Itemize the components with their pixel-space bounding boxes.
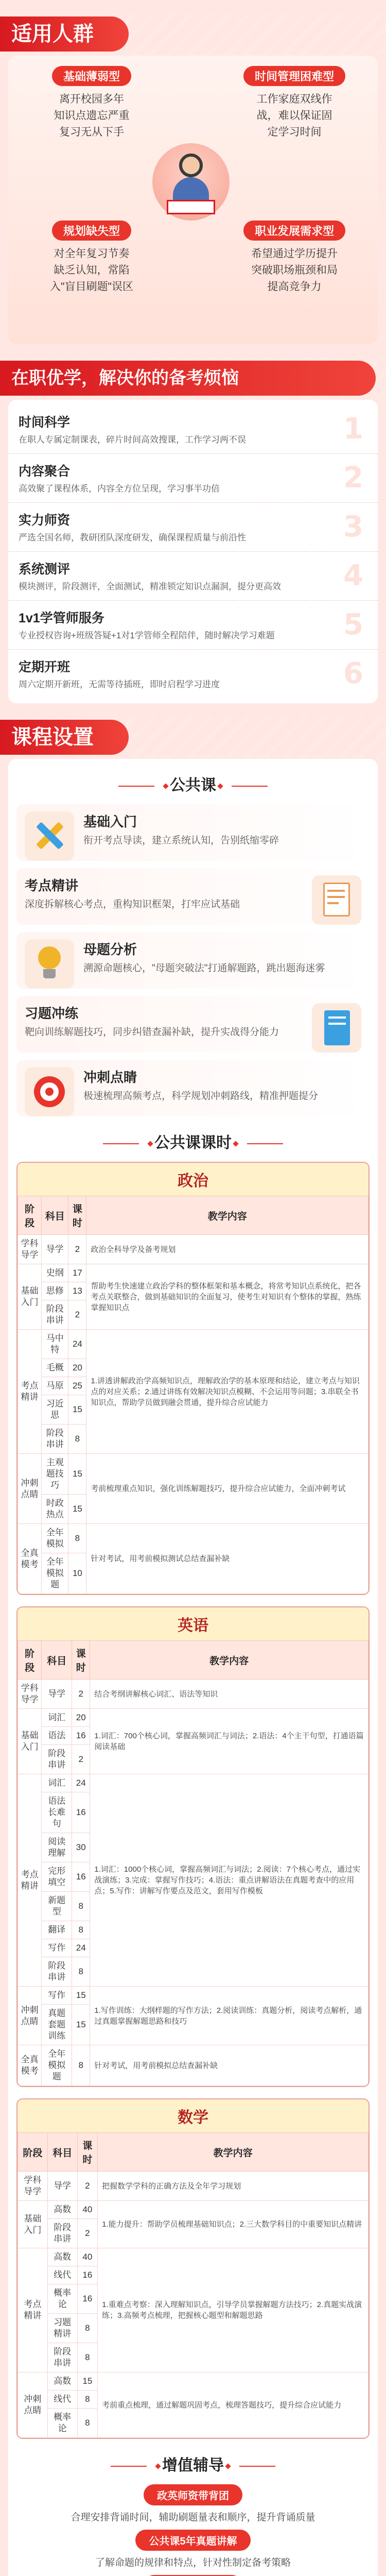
suitable-item-title: 职业发展需求型	[243, 221, 345, 241]
suitable-item-title: 时间管理困难型	[243, 66, 345, 86]
notebook-icon	[312, 1003, 361, 1053]
table-row: 全真模考 全年模拟题 8 针对考试，用考前模拟总结查漏补缺	[18, 2045, 369, 2086]
lightbulb-icon	[25, 939, 74, 989]
value-add-item: 公共课5年真题讲解 了解命题的规律和特点，针对性制定备考策略	[16, 2530, 370, 2569]
table-row: 学科导学 导学 2 结合考纲讲解核心词汇、语法等知识	[18, 1680, 369, 1709]
table-row: 线代 8	[18, 2391, 369, 2409]
table-row: 全真模考 全年模拟 8 针对考试，用考前模拟测试总结查漏补缺	[18, 1524, 369, 1553]
section-title: 在职优学，解决你的备考烦恼	[0, 361, 376, 396]
table-row: 考点精讲 马中特 24 1.讲透讲解政治学高频知识点，理解政治学的基本原理和结论，建立考点与知识点的对应关系；2.通过讲练有效解决知识点模糊、不会运用等问题；3.串联全书知识点，帮助学员做到融会贯通，提升综合应试能力	[18, 1330, 369, 1359]
why-choose-list	[8, 400, 378, 703]
section-title: 课程设置	[0, 720, 129, 755]
table-row: 考点精讲 高数 40 1.重难点考察：深入理解知识点，引导学员掌握解题方法技巧；2.真题实战演练；3.高频考点梳理，把握核心题型和解题思路	[18, 2248, 369, 2266]
section-header-suitable	[0, 9, 386, 56]
table-row: 马原 25	[18, 1377, 369, 1395]
subject-title: 数学	[17, 2099, 369, 2132]
item-number: 5	[343, 608, 363, 641]
suitable-item-desc: 离开校园多年 知识点遗忘严重 复习无从下手	[54, 93, 130, 138]
table-row: 思修 13	[18, 1282, 369, 1300]
subject-title: 英语	[17, 1607, 369, 1640]
why-item: 内容聚合 高效聚了课程体系，内容全方位呈现，学习事半功倍 2	[8, 454, 378, 503]
table-row: 真题套题训练 15	[18, 2005, 369, 2045]
schedule-title: 公共课课时	[16, 1130, 370, 1153]
value-add-title: 增值辅导	[16, 2452, 370, 2475]
table-row: 基础入门 高数 40 1.能力提升：帮助学员梳理基础知识点；2.三大数学科目的中重要知识点精讲	[18, 2201, 369, 2219]
english-table: 英语 阶段 科目 课时 教学内容 学科导学 导学 2 结合考纲讲解核心词汇、语法等知识 基础入门 词汇 20 1.词汇：700个核心词，掌握高频词汇与词法；2.语法：4个主干句型，打通语篇阅读基础 语法 16 阶段串讲 2 考点精讲 词汇 24 1.词汇：1000个核心词，掌握高频词汇与词法；2.阅读：7个核心考点，通过实战演练；3.完成：掌握写作技巧；4.语法：重点讲解语法在真题考查中的应用点；5.写作：讲解写作要点及范文，套用写作模板 语法长难句 16 阅读理解 30 完形填空 16 新题型 8 翻译 8 写作 24 阶段串讲 8 冲刺点睛 写作 15 1.写作训练：大纲样题的写作方法；2.阅读训练：真题分析，阅读考点解析，通过真题掌握解题思路和技巧 真题套题训练 15 全真模考 全年模拟题 8 针对考试，用考前模拟总结查漏补缺	[16, 1606, 370, 2087]
table-row: 概率论 8	[18, 2409, 369, 2438]
courses-panel	[8, 759, 378, 2576]
suitable-item-title: 基础薄弱型	[52, 66, 131, 86]
table-row: 完形填空 16	[18, 1862, 369, 1892]
table-row: 习近思 15	[18, 1395, 369, 1425]
pencil-ruler-icon	[25, 811, 74, 861]
table-row: 翻译 8	[18, 1921, 369, 1939]
item-number: 4	[343, 559, 363, 592]
suitable-item	[14, 221, 169, 295]
suitable-item	[217, 66, 372, 141]
public-class-item: 考点精讲 深度拆解核心考点，重构知识框架，打牢应试基础	[16, 868, 370, 925]
section-title: 适用人群	[0, 16, 129, 52]
why-item: 系统测评 模块测评，阶段测评，全面测试，精准锁定知识点漏洞，提分更高效 4	[8, 552, 378, 601]
table-row: 冲刺点睛 高数 15 考前重点梳理，通过解题巩固考点，梳理答题技巧，提升综合应试能力	[18, 2372, 369, 2391]
suitable-item-desc: 工作家庭双线作 战，难以保证固 定学习时间	[256, 93, 332, 138]
table-row: 阶段串讲 2	[18, 1745, 369, 1774]
math-table: 数学 阶段 科目 课时 教学内容 学科导学 导学 2 把握数学学科的正确方法及全年学习规划 基础入门 高数 40 1.能力提升：帮助学员梳理基础知识点；2.三大数学科目的中重要知识点精讲 阶段串讲 2 考点精讲 高数 40 1.重难点考察：深入理解知识点，引导学员掌握解题方法技巧；2.真题实战演练；3.高频考点梳理，把握核心题型和解题思路 线代 16 概率论 16 习题精讲 8 阶段串讲 8 冲刺点睛 高数 15 考前重点梳理，通过解题巩固考点，梳理答题技巧，提升综合应试能力 线代 8 概率论 8	[16, 2098, 370, 2439]
item-number: 2	[343, 461, 363, 495]
table-row: 阶段串讲 2	[18, 2219, 369, 2248]
table-row: 概率论 16	[18, 2284, 369, 2314]
student-illustration	[152, 143, 230, 231]
table-row: 阶段串讲 8	[18, 1957, 369, 1987]
table-row: 语法 16	[18, 1727, 369, 1745]
document-check-icon	[312, 875, 361, 925]
why-item: 1v1学管师服务 专业授权咨询+班级答疑+1对1学管师全程陪伴，随时解决学习难题 5	[8, 601, 378, 650]
table-row: 时政热点 15	[18, 1495, 369, 1524]
table-row: 写作 24	[18, 1939, 369, 1957]
table-row: 阶段串讲 8	[18, 1425, 369, 1454]
table-row: 冲刺点睛 主观题技巧 15 考前梳理重点知识，强化训练解题技巧，提升综合应试能力，全面冲刺考试	[18, 1454, 369, 1495]
table-row: 阶段串讲 2	[18, 1300, 369, 1330]
table-row: 阅读理解 30	[18, 1833, 369, 1862]
table-row: 语法长难句 16	[18, 1792, 369, 1833]
politics-table: 政治 阶段 科目 课时 教学内容 学科导学 导学 2 政治全科导学及备考规划 基础入门 史纲 17 帮助考生快速建立政治学科的整体框架和基本概念，将常考知识点系统化，把各考点关联整合，做到基础知识的全面复习，使考生对知识有个整体的掌握，熟练掌握知识点 思修 13 阶段串讲 2 考点精讲 马中特 24 1.讲透讲解政治学高频知识点，理解政治学的基本原理和结论，建立考点与知识点的对应关系；2.通过讲练有效解决知识点模糊、不会运用等问题；3.串联全书知识点，帮助学员做到融会贯通，提升综合应试能力 毛概 20 马原 25 习近思 15 阶段串讲 8 冲刺点睛 主观题技巧 15 考前梳理重点知识，强化训练解题技巧，提升综合应试能力，全面冲刺考试 时政热点 15 全真模考 全年模拟 8 针对考试，用考前模拟测试总结查漏补缺 全年模拟题 10	[16, 1162, 370, 1595]
suitable-item-desc: 对全年复习节奏 缺乏认知，常陷 入"盲目刷题"误区	[50, 248, 133, 293]
suitable-item-title: 规划缺失型	[52, 221, 131, 241]
suitable-item	[14, 66, 169, 141]
item-number: 1	[343, 412, 363, 446]
public-class-title: 公共课	[16, 772, 370, 795]
why-item: 定期开班 周六定期开新班，无需等待插班，即时启程学习进度 6	[19, 657, 363, 690]
table-row: 习题精讲 8	[18, 2314, 369, 2343]
suitable-item	[217, 221, 372, 295]
subject-title: 政治	[17, 1163, 369, 1196]
table-row: 线代 16	[18, 2266, 369, 2284]
table-row: 新题型 8	[18, 1892, 369, 1921]
table-row: 学科导学 导学 2 把握数学学科的正确方法及全年学习规划	[18, 2172, 369, 2201]
table-row: 全年模拟题 10	[18, 1553, 369, 1594]
section-header-courses	[0, 713, 386, 759]
table-row: 毛概 20	[18, 1359, 369, 1377]
section-header-why	[0, 353, 386, 400]
target-icon	[25, 1067, 74, 1116]
why-item: 实力师资 严选全国名师，教研团队深度研发，确保课程质量与前沿性 3	[8, 503, 378, 552]
table-row: 基础入门 史纲 17 帮助考生快速建立政治学科的整体框架和基本概念，将常考知识点系统化，把各考点关联整合，做到基础知识的全面复习，使考生对知识有个整体的掌握，熟练掌握知识点	[18, 1264, 369, 1282]
suitable-item-desc: 希望通过学历提升 突破职场瓶颈和局 提高竞争力	[251, 248, 338, 293]
public-class-item: 冲刺点睛 极速梳理高频考点，科学规划冲刺路线，精准押题提分	[16, 1060, 370, 1116]
public-class-item: 基础入门 衔开考点导读，建立系统认知，告别纸缩零碎	[16, 804, 370, 861]
item-number: 3	[343, 510, 363, 544]
table-row: 基础入门 词汇 20 1.词汇：700个核心词，掌握高频词汇与词法；2.语法：4个主干句型，打通语篇阅读基础	[18, 1709, 369, 1727]
table-row: 冲刺点睛 写作 15 1.写作训练：大纲样题的写作方法；2.阅读训练：真题分析，阅读考点解析，通过真题掌握解题思路和技巧	[18, 1987, 369, 2005]
why-item: 时间科学 在职人专属定制课表，碎片时间高效搜课，工作学习两不误 1	[8, 405, 378, 454]
table-row: 学科导学 导学 2 政治全科导学及备考规划	[18, 1235, 369, 1264]
public-class-item: 母题分析 溯源命题核心，"母题突破法"打通解题路，跳出题海迷雾	[16, 932, 370, 989]
item-number: 6	[343, 657, 363, 690]
public-class-item: 习题冲练 靶向训练解题技巧，同步纠错查漏补缺，提升实战得分能力	[16, 996, 370, 1053]
value-add-item: 政英师资带背团 合理安排背诵时间，辅助刷题量表和顺序，提升背诵质量	[16, 2484, 370, 2523]
page	[0, 9, 386, 2576]
suitable-crowd-card	[8, 56, 378, 344]
table-row: 阶段串讲 8	[18, 2343, 369, 2372]
table-row: 考点精讲 词汇 24 1.词汇：1000个核心词，掌握高频词汇与词法；2.阅读：7个核心考点，通过实战演练；3.完成：掌握写作技巧；4.语法：重点讲解语法在真题考查中的应用点；5.写作：讲解写作要点及范文，套用写作模板	[18, 1774, 369, 1792]
